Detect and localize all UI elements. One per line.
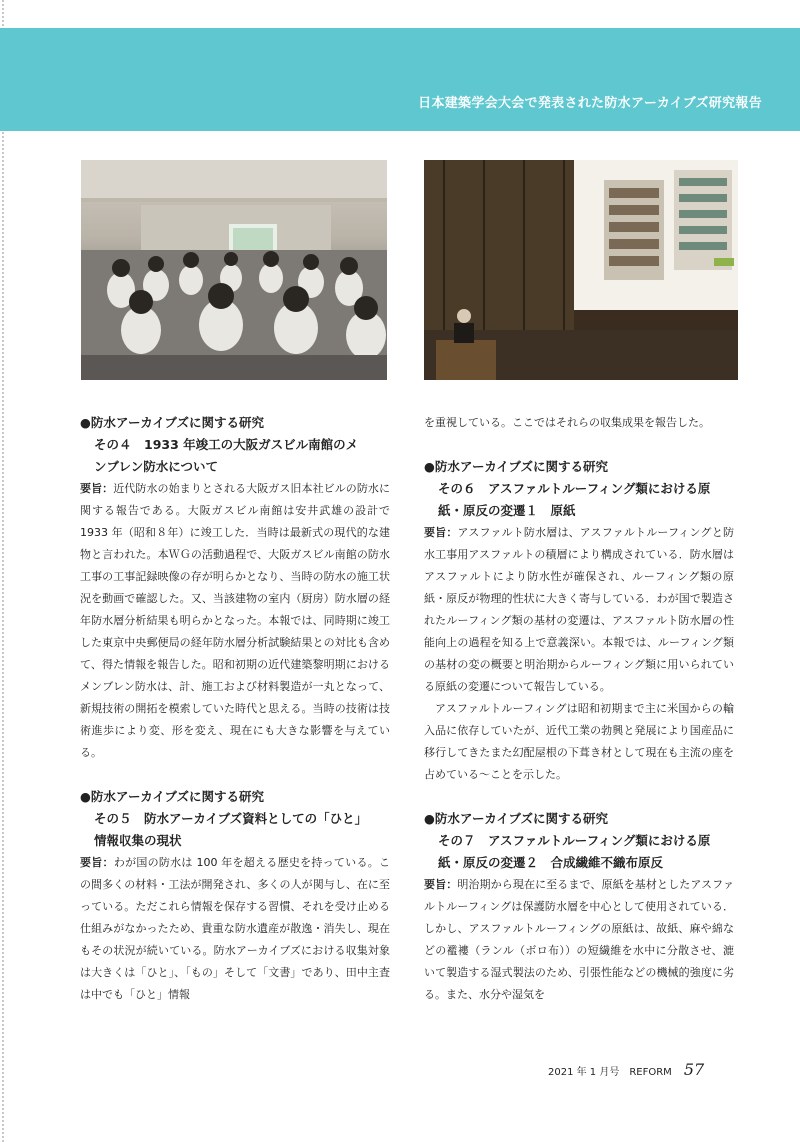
section-subheading: 情報収集の現状 xyxy=(94,833,182,848)
abstract-text: わが国の防水は 100 年を超える歴史を持っている。この間多くの材料・工法が開発され、多くの人が関与し、在に至っている。ただこれら情報を保存する習慣、それを受け止める仕組みがなかったため、貴重な防水遺産が散逸・消失し、現在もその状況が続いている。防水アーカイブズにおける収集対象は大きくは「ひと」、「もの」そして「文書」であり、田中主査は中でも「ひと」情報 xyxy=(80,856,390,1001)
section-heading: ●防水アーカイブズに関する研究 xyxy=(424,459,609,474)
header-banner xyxy=(0,28,800,131)
abstract-paragraph xyxy=(424,522,734,698)
section-subheading: その４ 1933 年竣工の大阪ガスビル南館のメ xyxy=(94,437,359,452)
page-footer xyxy=(548,1060,704,1079)
photo-conference-audience xyxy=(81,160,387,380)
header-title: 日本建築学会大会で発表された防水アーカイブズ研究報告 xyxy=(418,96,762,111)
section-subheading: その６ アスファルトルーフィング類における原 xyxy=(438,481,711,496)
section-subheading: 紙・原反の変遷２ 合成繊維不織布原反 xyxy=(438,855,664,870)
section-subheading: ンブレン防水について xyxy=(94,459,218,474)
conference-audience-illustration xyxy=(81,160,387,380)
abstract-paragraph-2: アスファルトルーフィングは昭和初期まで主に米国からの輸入品に依存していたが、近代工業の勃興と発展により国産品に移行してきたまた幻配屋根の下葺き材として現在も主流の座を占めている～ことを示した。 xyxy=(424,702,734,781)
abstract-text: 近代防水の始まりとされる大阪ガス旧本社ビルの防水に関する報告である。大阪ガスビル南館は安井武雄の設計で 1933 年（昭和８年）に竣工した．当時は最新式の現代的な建物と言われた。本ＷＧの活動過程で、大阪ガスビル南館の防水工事の工事記録映像の存が明らかとなり、当時の防水の施工状況を動画で確認した。又、当該建物の室内（厨房）防水層の経年防水層分析結果も明らかとなった。本報では、同時期に竣工した東京中央郵便局の経年防水層分析試験結果との対比も含めて、得た情報を報告した。昭和初期の近代建築黎明期におけるメンブレン防水は、計、施工および材料製造が一丸となって、新規技術の開拓を模索していた時代と思える。当時の技術は技術進歩により変、形を変え、現在にも大きな影響を与えている。 xyxy=(80,482,391,759)
section-subheading: 紙・原反の変遷１ 原紙 xyxy=(438,503,576,518)
left-column xyxy=(80,412,390,1006)
abstract-text: アスファルト防水層は、アスファルトルーフィングと防水工事用アスファルトの積層により構成されている．防水層はアスファルトにより防水性が確保され、ルーフィング類の原紙・原反が物理的性状に大きく寄与している．わが国で製造されたルーフィング類の基材の変遷は、アスファルト防水層の性能向上の過程を知る上で意義深い。本報では、ルーフィング類の基材の変の概要と明治期からルーフィング類に用いられている原紙の変遷について報告している。 xyxy=(424,526,735,693)
photo-presenter-screen xyxy=(424,160,738,380)
page-spine-dots xyxy=(2,0,10,1142)
abstract-label: 要旨： xyxy=(80,482,114,495)
abstract-text: 明治期から現在に至るまで、原紙を基材としたアスファルトルーフィングは保護防水層を中心として使用されている．しかし、アスファルトルーフィングの原紙は、故紙、麻や綿などの襤褸（ランル（ボロ布））の短繊維を水中に分散させ、漉いて製造する湿式製法のため、引張性能などの機械的強度に劣る。また、水分や湿気を xyxy=(424,878,735,1001)
section-subheading: その５ 防水アーカイブズ資料としての「ひと」 xyxy=(94,811,368,826)
abstract-paragraph xyxy=(80,852,390,1006)
page-number: 57 xyxy=(683,1060,705,1079)
section-heading: ●防水アーカイブズに関する研究 xyxy=(80,789,265,804)
section-subheading: その７ アスファルトルーフィング類における原 xyxy=(438,833,711,848)
abstract-paragraph xyxy=(424,874,734,1006)
right-column xyxy=(424,412,734,1006)
section-heading: ●防水アーカイブズに関する研究 xyxy=(424,811,609,826)
continuation-text: を重視している。ここではそれらの収集成果を報告した。 xyxy=(424,416,710,429)
presenter-screen-illustration xyxy=(424,160,738,380)
abstract-label: 要旨： xyxy=(80,856,114,869)
issue-label: 2021 年 1 月号 REFORM xyxy=(548,1067,672,1078)
abstract-paragraph xyxy=(80,478,390,764)
abstract-label: 要旨： xyxy=(424,878,458,891)
abstract-label: 要旨： xyxy=(424,526,458,539)
section-heading: ●防水アーカイブズに関する研究 xyxy=(80,415,265,430)
